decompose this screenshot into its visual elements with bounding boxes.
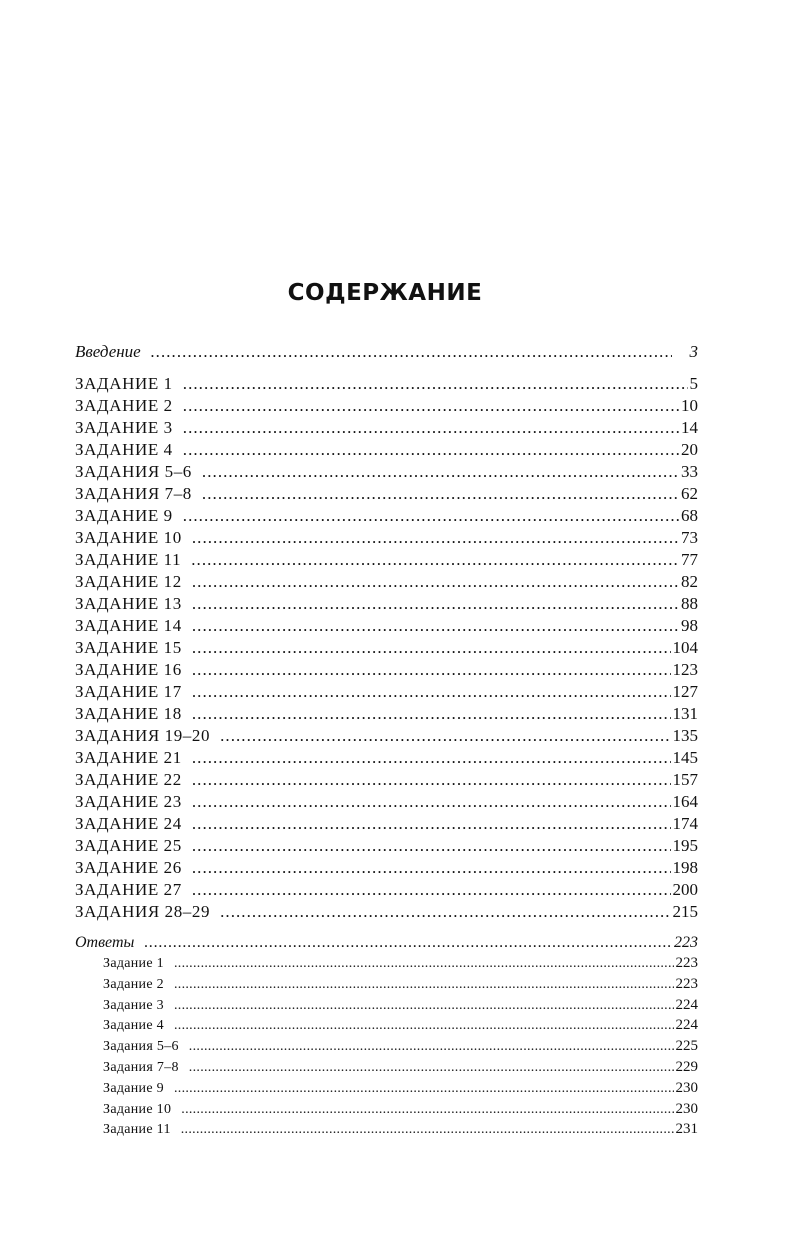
toc-entry-page: 10: [681, 396, 698, 415]
toc-entry-label: ЗАДАНИЕ 26: [75, 858, 182, 877]
toc-entry-task: [75, 836, 698, 858]
toc-entry-label: ЗАДАНИЕ 23: [75, 792, 182, 811]
toc-entry-task: [75, 902, 698, 924]
toc-entry-page: 229: [675, 1058, 698, 1075]
toc-entry-page: 14: [681, 418, 698, 437]
toc-entry-label: ЗАДАНИЕ 21: [75, 748, 182, 767]
toc-entry-label: ЗАДАНИЕ 4: [75, 440, 173, 459]
toc-entry-page: 164: [672, 792, 698, 811]
toc-entry-task: [75, 440, 698, 462]
dot-leader: [220, 902, 670, 922]
toc-entry-answer: [75, 1080, 698, 1101]
dot-leader: [183, 506, 679, 526]
toc-entry-label: ЗАДАНИЕ 18: [75, 704, 182, 723]
toc-entry-label: ЗАДАНИЕ 10: [75, 528, 182, 547]
toc-entry-task: [75, 594, 698, 616]
toc-entry-label: Задания 5–6: [103, 1039, 179, 1055]
toc-entry-label: ЗАДАНИЕ 13: [75, 594, 182, 613]
toc-entry-task: [75, 418, 698, 440]
toc-entry-label: ЗАДАНИЕ 12: [75, 572, 182, 591]
toc-entry-answer: [75, 1059, 698, 1080]
toc-entry-page: 123: [672, 660, 698, 679]
toc-entry-page: 215: [672, 902, 698, 921]
table-of-contents: [75, 342, 698, 1142]
toc-entry-task: [75, 572, 698, 594]
dot-leader: [174, 998, 674, 1014]
toc-entry-label: ЗАДАНИЯ 19–20: [75, 726, 211, 745]
dot-leader: [181, 1122, 674, 1138]
dot-leader: [192, 572, 679, 592]
toc-entry-task: [75, 374, 698, 396]
dot-leader: [192, 638, 671, 658]
toc-entry-page: 20: [681, 440, 698, 459]
toc-entry-task: [75, 726, 698, 748]
toc-entry-task: [75, 528, 698, 550]
dot-leader: [192, 660, 671, 680]
toc-entry-label: ЗАДАНИЕ 14: [75, 616, 182, 635]
dot-leader: [174, 1018, 674, 1034]
toc-entry-page: 231: [675, 1121, 698, 1138]
toc-entry-page: 3: [689, 342, 698, 361]
dot-leader: [174, 977, 674, 993]
toc-entry-page: 88: [681, 594, 698, 613]
toc-entry-label: ЗАДАНИЯ 28–29: [75, 902, 211, 921]
toc-entry-task: [75, 770, 698, 792]
toc-entry-task: [75, 814, 698, 836]
dot-leader: [151, 342, 672, 362]
toc-entry-page: 230: [675, 1079, 698, 1096]
toc-entry-answers: [75, 934, 698, 955]
toc-entry-page: 77: [681, 550, 698, 569]
toc-entry-label: Задание 4: [103, 1018, 164, 1034]
toc-entry-page: 224: [675, 996, 698, 1013]
toc-entry-task: [75, 880, 698, 902]
dot-leader: [192, 792, 671, 812]
toc-entry-label: ЗАДАНИЕ 16: [75, 660, 182, 679]
toc-entry-task: [75, 550, 698, 572]
toc-entry-task: [75, 660, 698, 682]
dot-leader: [192, 748, 671, 768]
toc-entry-label: ЗАДАНИЕ 25: [75, 836, 182, 855]
toc-entry-page: 223: [674, 934, 698, 951]
toc-entry-task: [75, 858, 698, 880]
toc-entry-label: ЗАДАНИЯ 7–8: [75, 484, 192, 503]
toc-entry-page: 230: [675, 1100, 698, 1117]
toc-entry-task: [75, 682, 698, 704]
toc-entry-page: 224: [675, 1017, 698, 1034]
toc-entry-page: 73: [681, 528, 698, 547]
toc-entry-page: 131: [672, 704, 698, 723]
toc-entry-page: 68: [681, 506, 698, 525]
toc-entry-page: 200: [672, 880, 698, 899]
dot-leader: [192, 704, 671, 724]
toc-entry-answer: [75, 976, 698, 997]
toc-entry-page: 195: [672, 836, 698, 855]
dot-leader: [202, 484, 679, 504]
dot-leader: [192, 682, 671, 702]
toc-entry-label: ЗАДАНИЕ 15: [75, 638, 182, 657]
toc-entry-page: 82: [681, 572, 698, 591]
toc-entry-page: 145: [672, 748, 698, 767]
toc-entry-task: [75, 616, 698, 638]
tasks-list: [75, 374, 698, 924]
toc-entry-page: 157: [672, 770, 698, 789]
toc-entry-task: [75, 638, 698, 660]
toc-entry-label: ЗАДАНИЕ 2: [75, 396, 173, 415]
toc-entry-page: 174: [672, 814, 698, 833]
toc-entry-page: 223: [675, 975, 698, 992]
dot-leader: [183, 396, 679, 416]
page-title: СОДЕРЖАНИЕ: [287, 280, 483, 306]
dot-leader: [192, 616, 679, 636]
toc-entry-answer: [75, 955, 698, 976]
toc-entry-answer: [75, 1038, 698, 1059]
toc-entry-label: ЗАДАНИЕ 24: [75, 814, 182, 833]
toc-entry-label: ЗАДАНИЕ 1: [75, 374, 173, 393]
toc-entry-task: [75, 484, 698, 506]
toc-entry-page: 98: [681, 616, 698, 635]
toc-entry-label: Задание 2: [103, 976, 164, 992]
toc-entry-label: ЗАДАНИЕ 9: [75, 506, 173, 525]
toc-entry-label: Задание 10: [103, 1101, 172, 1117]
toc-entry-label: Ответы: [75, 934, 135, 951]
dot-leader: [181, 1102, 673, 1118]
dot-leader: [192, 858, 671, 878]
dot-leader: [189, 1060, 674, 1076]
toc-entry-page: 135: [672, 726, 698, 745]
dot-leader: [183, 418, 679, 438]
dot-leader: [192, 880, 671, 900]
toc-entry-task: [75, 748, 698, 770]
toc-entry-page: 5: [689, 374, 698, 393]
toc-entry-task: [75, 396, 698, 418]
toc-entry-page: 223: [675, 955, 698, 971]
toc-entry-answer: [75, 997, 698, 1018]
toc-entry-label: Задание 3: [103, 997, 164, 1013]
toc-entry-answer: [75, 1017, 698, 1038]
toc-entry-page: 33: [681, 462, 698, 481]
toc-entry-task: [75, 462, 698, 484]
toc-entry-page: 62: [681, 484, 698, 503]
toc-entry-label: ЗАДАНИЕ 3: [75, 418, 173, 437]
dot-leader: [174, 956, 674, 972]
dot-leader: [183, 374, 688, 394]
dot-leader: [202, 462, 679, 482]
toc-entry-label: ЗАДАНИЕ 27: [75, 880, 182, 899]
toc-entry-intro: [75, 342, 698, 364]
toc-entry-answer: [75, 1101, 698, 1122]
toc-entry-label: ЗАДАНИЕ 22: [75, 770, 182, 789]
toc-entry-task: [75, 704, 698, 726]
dot-leader: [192, 594, 679, 614]
answers-list: [75, 955, 698, 1142]
dot-leader: [189, 1039, 674, 1055]
dot-leader: [144, 934, 672, 952]
toc-entry-label: Введение: [75, 342, 141, 361]
toc-entry-page: 225: [675, 1038, 698, 1055]
toc-entry-label: Задание 9: [103, 1080, 164, 1096]
dot-leader: [183, 440, 679, 460]
toc-entry-label: ЗАДАНИЕ 11: [75, 550, 182, 569]
dot-leader: [192, 528, 679, 548]
toc-entry-page: 198: [672, 858, 698, 877]
toc-entry-page: 127: [672, 682, 698, 701]
dot-leader: [174, 1081, 674, 1097]
toc-entry-label: Задание 1: [103, 956, 164, 971]
toc-entry-label: ЗАДАНИЯ 5–6: [75, 462, 192, 481]
toc-entry-page: 104: [672, 638, 698, 657]
toc-entry-label: Задания 7–8: [103, 1059, 179, 1075]
toc-entry-task: [75, 506, 698, 528]
dot-leader: [192, 814, 671, 834]
dot-leader: [220, 726, 670, 746]
dot-leader: [191, 550, 679, 570]
toc-entry-answer: [75, 1121, 698, 1142]
toc-entry-label: Задание 11: [103, 1122, 171, 1138]
dot-leader: [192, 770, 671, 790]
dot-leader: [192, 836, 671, 856]
toc-entry-task: [75, 792, 698, 814]
toc-entry-label: ЗАДАНИЕ 17: [75, 682, 182, 701]
